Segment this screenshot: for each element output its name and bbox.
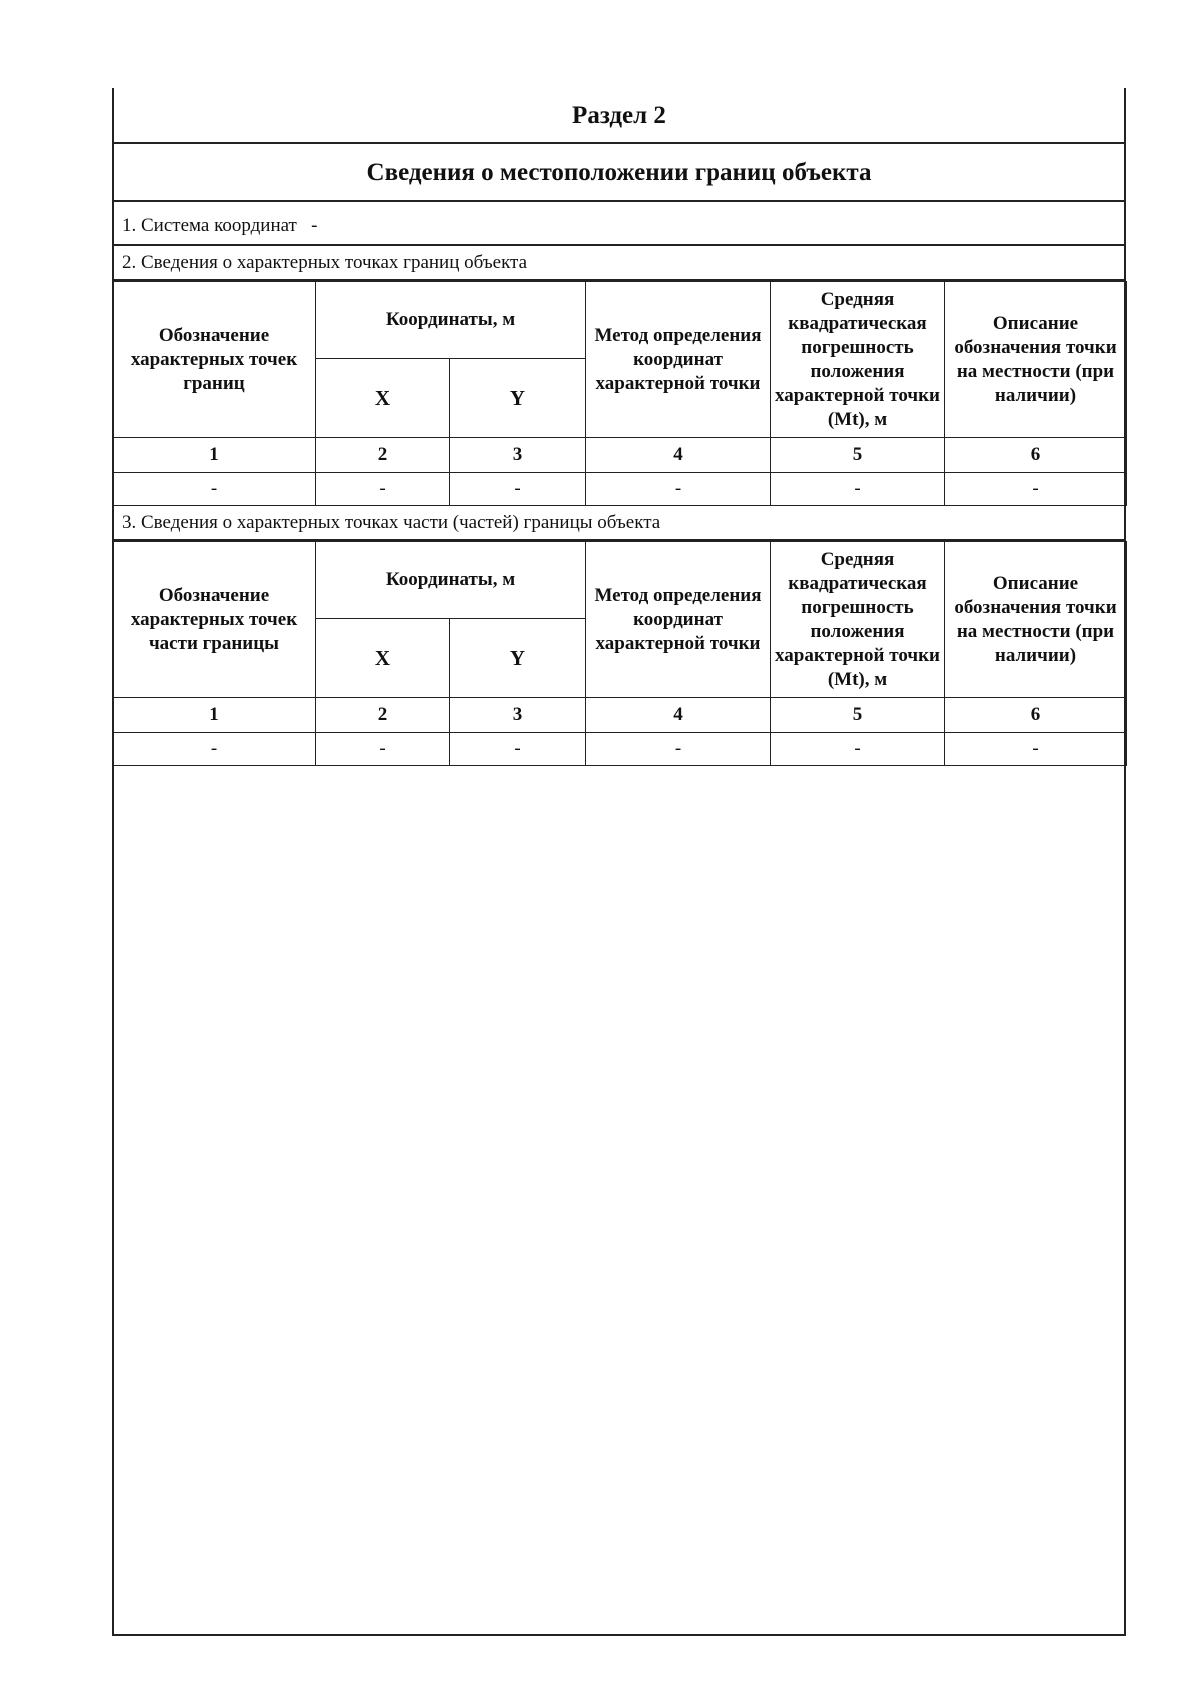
column-number: 5 — [771, 698, 945, 733]
column-number: 6 — [945, 698, 1127, 733]
header-point-designation: Обозначение характерных точек части границы — [113, 542, 316, 698]
table-cell: - — [771, 733, 945, 766]
table-cell: - — [945, 733, 1127, 766]
coordinate-system-value: - — [311, 215, 318, 236]
table-cell: - — [450, 733, 586, 766]
column-number: 6 — [945, 438, 1127, 473]
table-cell: - — [316, 473, 450, 506]
header-coordinates: Координаты, м — [316, 542, 586, 619]
table2-caption: 3. Сведения о характерных точках части (частей) границы объекта — [112, 506, 1126, 541]
column-number: 4 — [586, 438, 771, 473]
header-y: Y — [450, 619, 586, 698]
column-number: 1 — [113, 438, 316, 473]
boundary-points-table — [112, 281, 1127, 506]
column-number: 3 — [450, 438, 586, 473]
column-number: 2 — [316, 438, 450, 473]
table-row — [113, 733, 1127, 766]
table-cell: - — [316, 733, 450, 766]
table-cell: - — [113, 473, 316, 506]
header-coordinates: Координаты, м — [316, 282, 586, 359]
header-x: X — [316, 619, 450, 698]
coordinate-system-label: 1. Система координат — [122, 215, 297, 236]
column-number: 5 — [771, 438, 945, 473]
header-y: Y — [450, 359, 586, 438]
coordinate-system-line — [112, 202, 1126, 246]
table-cell: - — [450, 473, 586, 506]
header-mean-error: Средняя квадратическая погрешность положения характерной точки (Mt), м — [771, 542, 945, 698]
table1-caption: 2. Сведения о характерных точках границ объекта — [112, 246, 1126, 281]
header-point-designation: Обозначение характерных точек границ — [113, 282, 316, 438]
column-number: 2 — [316, 698, 450, 733]
header-description: Описание обозначения точки на местности (при наличии) — [945, 282, 1127, 438]
table-cell: - — [945, 473, 1127, 506]
table-row — [113, 473, 1127, 506]
part-boundary-points-table — [112, 541, 1127, 766]
column-number: 3 — [450, 698, 586, 733]
header-mean-error: Средняя квадратическая погрешность положения характерной точки (Mt), м — [771, 282, 945, 438]
table-cell: - — [113, 733, 316, 766]
header-x: X — [316, 359, 450, 438]
header-description: Описание обозначения точки на местности (при наличии) — [945, 542, 1127, 698]
header-method: Метод определения координат характерной точки — [586, 542, 771, 698]
main-title: Сведения о местоположении границ объекта — [112, 144, 1126, 202]
column-number: 4 — [586, 698, 771, 733]
section-title: Раздел 2 — [112, 88, 1126, 144]
column-number: 1 — [113, 698, 316, 733]
table-cell: - — [586, 733, 771, 766]
table-cell: - — [771, 473, 945, 506]
table-cell: - — [586, 473, 771, 506]
header-method: Метод определения координат характерной точки — [586, 282, 771, 438]
